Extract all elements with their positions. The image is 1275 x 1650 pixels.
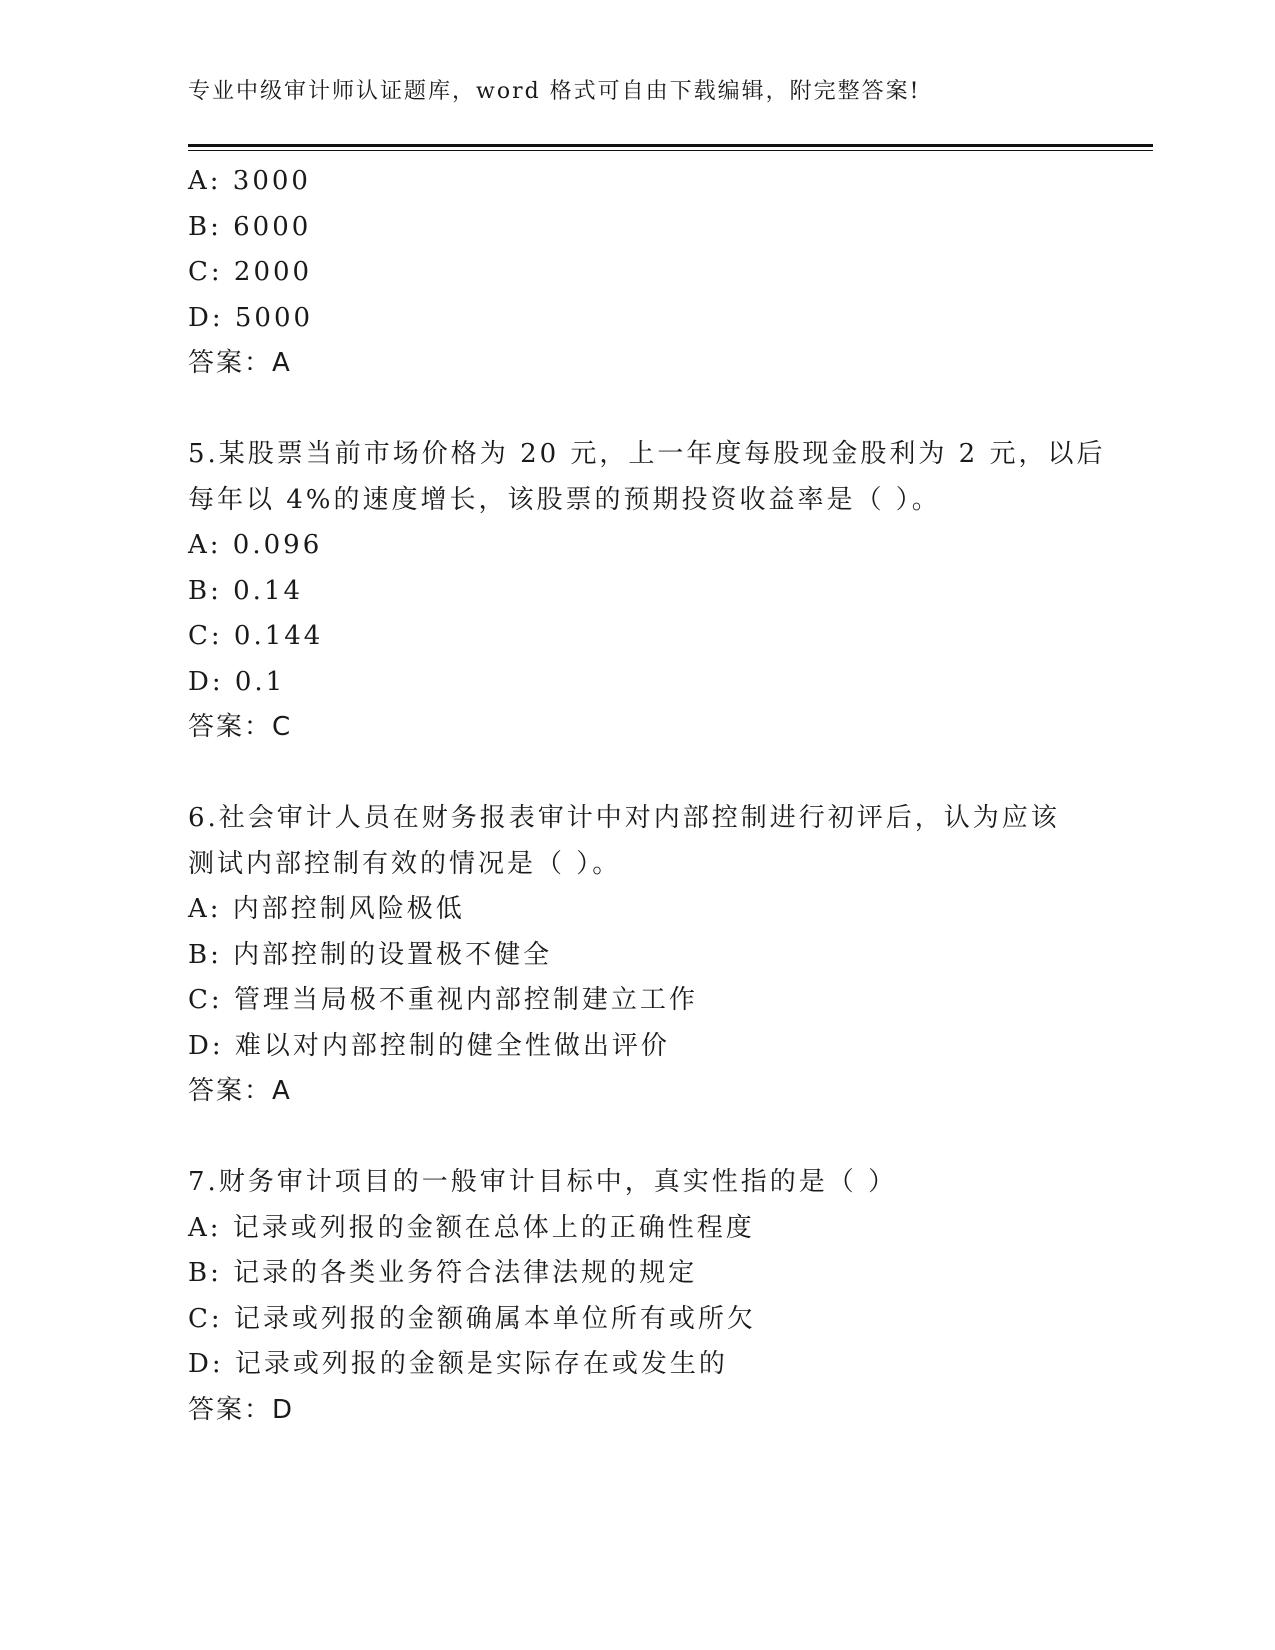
question-stem: 5.某股票当前市场价格为 20 元，上一年度每股现金股利为 2 元，以后 — [188, 439, 1106, 469]
question-6-block — [188, 796, 1088, 1115]
option-d: D: 记录或列报的金额是实际存在或发生的 — [188, 1349, 728, 1379]
question-stem: 每年以 4%的速度增长，该股票的预期投资收益率是（ ）。 — [188, 484, 941, 515]
spacer — [188, 751, 1088, 797]
page-header: 专业中级审计师认证题库，word 格式可自由下载编辑，附完整答案! — [188, 79, 921, 104]
option-b: B: 记录的各类业务符合法律法规的规定 — [188, 1258, 698, 1288]
option-d: D: 难以对内部控制的健全性做出评价 — [188, 1030, 670, 1061]
option-c: C: 2000 — [188, 257, 313, 287]
option-a: A: 内部控制风险极低 — [188, 894, 465, 924]
option-c: C: 0.144 — [188, 621, 324, 651]
option-d: D: 0.1 — [188, 666, 286, 697]
answer-line: 答案：A — [188, 348, 292, 378]
question-content — [188, 159, 1106, 1433]
spacer — [188, 387, 1088, 433]
question-7-block — [188, 1160, 1088, 1433]
option-b: B: 内部控制的设置极不健全 — [188, 939, 553, 970]
header-rule-thick — [188, 144, 1153, 147]
option-d: D: 5000 — [188, 302, 314, 333]
question-stem: 7.财务审计项目的一般审计目标中，真实性指的是（ ） — [188, 1167, 898, 1197]
option-a: A: 3000 — [188, 166, 311, 196]
option-b: B: 6000 — [188, 211, 312, 242]
answer-line: 答案：A — [188, 1076, 292, 1106]
option-a: A: 0.096 — [188, 530, 323, 560]
option-a: A: 记录或列报的金额在总体上的正确性程度 — [188, 1212, 755, 1243]
answer-line: 答案：C — [188, 712, 293, 742]
question-5-block — [188, 432, 1106, 751]
option-c: C: 管理当局极不重视内部控制建立工作 — [188, 985, 698, 1015]
header-rule-thin — [188, 150, 1153, 151]
spacer — [188, 1115, 1088, 1161]
option-b: B: 0.14 — [188, 575, 304, 606]
question-stem: 测试内部控制有效的情况是（ ）。 — [188, 848, 622, 879]
option-c: C: 记录或列报的金额确属本单位所有或所欠 — [188, 1303, 756, 1334]
answer-line: 答案：D — [188, 1394, 295, 1425]
question-stem: 6.社会审计人员在财务报表审计中对内部控制进行初评后，认为应该 — [188, 803, 1060, 833]
question-4-block — [188, 159, 1088, 387]
